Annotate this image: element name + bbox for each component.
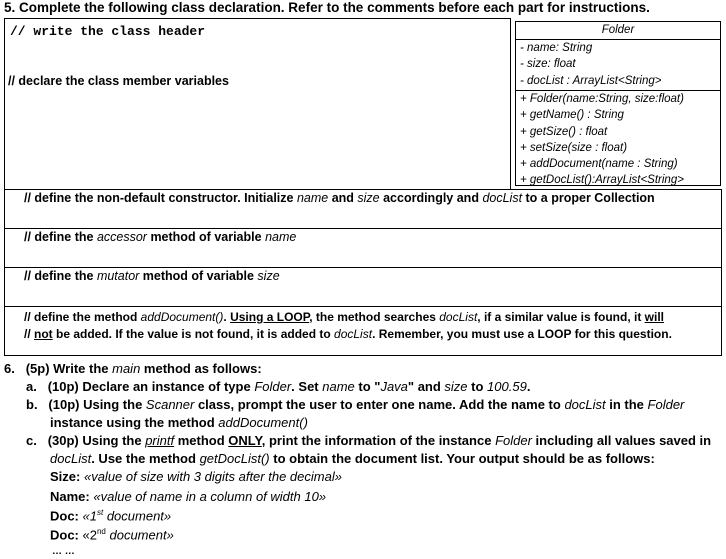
- uml-attribute: - name: String: [520, 42, 593, 54]
- output-ellipsis: … …: [52, 546, 75, 557]
- accessor-comment: // define the accessor method of variable name: [24, 230, 297, 244]
- output-size-line: Size: «value of size with 3 digits after the decimal»: [50, 469, 342, 484]
- output-doc1-line: Doc: «1st document»: [50, 508, 172, 524]
- question-6c-line1: c. (30p) Using the printf method ONLY, print the information of the instance Folder including all values saved in: [26, 433, 712, 448]
- add-document-comment-line2: // not be added. If the value is not found, it is added to docList. Remember, you must use a LOOP for this question.: [24, 327, 672, 341]
- question-6c-line2: docList. Use the method getDocList() to obtain the document list. Your output should be as follows:: [50, 451, 655, 466]
- question-6b-line1: b. (10p) Using the Scanner class, prompt the user to enter one name. Add the name to docList in the Folder: [26, 397, 685, 412]
- class-header-comment: // write the class header: [10, 24, 206, 39]
- uml-method: + getDocList():ArrayList<String>: [520, 174, 684, 187]
- uml-methods: [516, 91, 720, 189]
- uml-class-name: Folder: [516, 22, 720, 40]
- uml-method: + getName() : String: [520, 109, 624, 122]
- add-document-comment-line1: // define the method addDocument(). Using a LOOP, the method searches docList, if a similar value is found, it will: [24, 310, 664, 324]
- constructor-comment: // define the non-default constructor. Initialize name and size accordingly and docList to a proper Collection: [24, 191, 655, 205]
- uml-method: + Folder(name:String, size:float): [520, 93, 684, 105]
- uml-attribute: - docList : ArrayList<String>: [520, 74, 662, 87]
- class-members-comment: // declare the class member variables: [8, 74, 229, 88]
- uml-method: + addDocument(name : String): [520, 158, 678, 171]
- output-doc2-line: Doc: «2nd document»: [50, 527, 174, 543]
- question-6a: a. (10p) Declare an instance of type Folder. Set name to "Java" and size to 100.59.: [26, 379, 531, 394]
- uml-attribute: - size: float: [520, 58, 576, 71]
- question-5-title: 5. Complete the following class declaration. Refer to the comments before each part for instructions.: [4, 0, 650, 15]
- question-6b-line2: instance using the method addDocument(): [50, 415, 308, 430]
- output-name-line: Name: «value of name in a column of width 10»: [50, 489, 327, 504]
- mutator-comment: // define the mutator method of variable size: [24, 269, 280, 283]
- question-6-title: 6. (5p) Write the main method as follows:: [4, 361, 262, 376]
- uml-method: + getSize() : float: [520, 125, 608, 138]
- uml-method: + setSize(size : float): [520, 141, 628, 154]
- uml-class-box: [515, 21, 721, 186]
- class-header-box: [4, 18, 511, 190]
- uml-attributes: [516, 40, 720, 91]
